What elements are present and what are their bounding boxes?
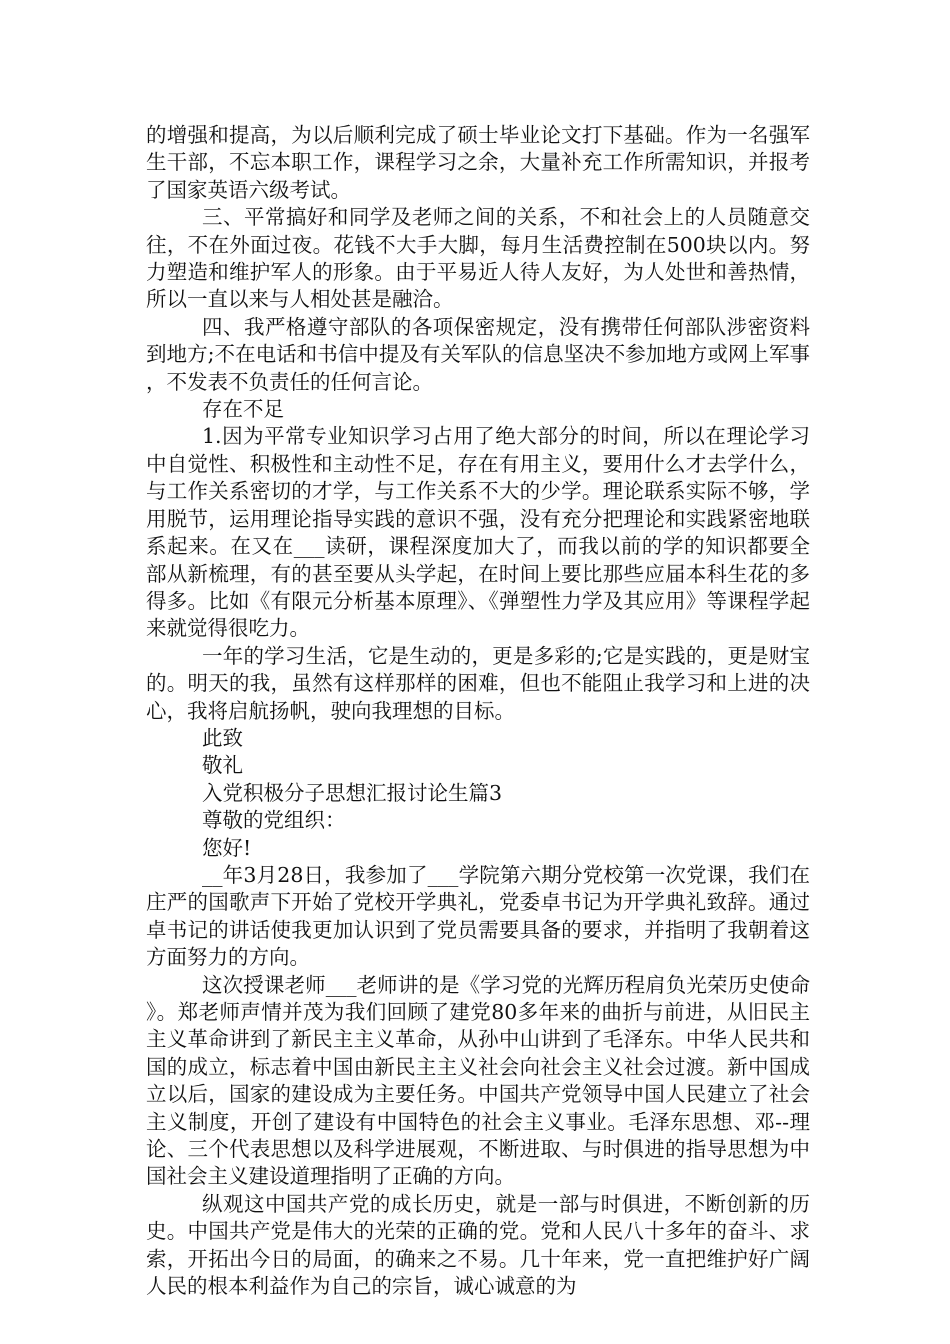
section-heading-shortcomings: 存在不足 [202, 397, 284, 422]
document-body [146, 122, 810, 1300]
closing-salutation-2: 敬礼 [202, 753, 243, 778]
paragraph-shortcoming-1: 1.因为平常专业知识学习占用了绝大部分的时间，所以在理论学习中自觉性、积极性和主动性不足，存在有用主义，要用什么才去学什么，与工作关系密切的才学，与工作关系不大的少学。理论联系实际不够，学用脱节，运用理论指导实践的意识不强，没有充分把理论和实践紧密地联系起来。在又在___读研，课程深度加大了，而我以前的学的知识都要全部从新梳理，有的甚至要从头学起，在时间上要比那些应届本科生花的多得多。比如《有限元分析基本原理》、《弹塑性力学及其应用》等课程学起来就觉得很吃力。 [146, 424, 810, 641]
closing-salutation-1: 此致 [202, 725, 243, 750]
paragraph-party-class: __年3月28日，我参加了___学院第六期分党校第一次党课，我们在庄严的国歌声下开始了党校开学典礼，党委卓书记为开学典礼致辞。通过卓书记的讲话使我更加认识到了党员需要具备的要求，并指明了我朝着这方面努力的方向。 [146, 862, 810, 970]
paragraph-relations: 三、平常搞好和同学及老师之间的关系，不和社会上的人员随意交往，不在外面过夜。花钱不大手大脚，每月生活费控制在500块以内。努力塑造和维护军人的形象。由于平易近人待人友好，为人处世和善热情，所以一直以来与人相处甚是融洽。 [146, 205, 810, 312]
letter-greeting: 尊敬的党组织： [202, 808, 346, 833]
article-title: 入党积极分子思想汇报讨论生篇3 [202, 780, 503, 805]
paragraph-continuation: 的增强和提高，为以后顺利完成了硕士毕业论文打下基础。作为一名强军生干部，不忘本职工作，课程学习之余，大量补充工作所需知识，并报考了国家英语六级考试。 [146, 123, 810, 202]
paragraph-history: 纵观这中国共产党的成长历史，就是一部与时俱进，不断创新的历史。中国共产党是伟大的光荣的正确的党。党和人民八十多年的奋斗、求索，开拓出今日的局面，的确来之不易。几十年来，党一直把维护好广阔人民的根本利益作为自己的宗旨，诚心诚意的为 [146, 1191, 810, 1299]
paragraph-secrecy: 四、我严格遵守部队的各项保密规定，没有携带任何部队涉密资料到地方;不在电话和书信中提及有关军队的信息坚决不参加地方或网上军事，不发表不负责任的任何言论。 [146, 314, 810, 394]
letter-hello: 您好! [202, 835, 252, 860]
paragraph-lecture: 这次授课老师___老师讲的是《学习党的光辉历程肩负光荣历史使命》。郑老师声情并茂为我们回顾了建党80多年来的曲折与前进，从旧民主主义革命讲到了新民主主义革命，从孙中山讲到了毛泽东。中华人民共和国的成立，标志着中国由新民主主义社会向社会主义社会过渡。新中国成立以后，国家的建设成为主要任务。中国共产党领导中国人民建立了社会主义制度，开创了建设有中国特色的社会主义事业。毛泽东思想、邓--理论、三个代表思想以及科学进展观，不断进取、与时俱进的指导思想为中国社会主义建设道理指明了正确的方向。 [146, 972, 810, 1189]
paragraph-summary: 一年的学习生活，它是生动的，更是多彩的;它是实践的，更是财宝的。明天的我，虽然有这样那样的困难，但也不能阻止我学习和上进的决心，我将启航扬帆，驶向我理想的目标。 [146, 643, 810, 723]
